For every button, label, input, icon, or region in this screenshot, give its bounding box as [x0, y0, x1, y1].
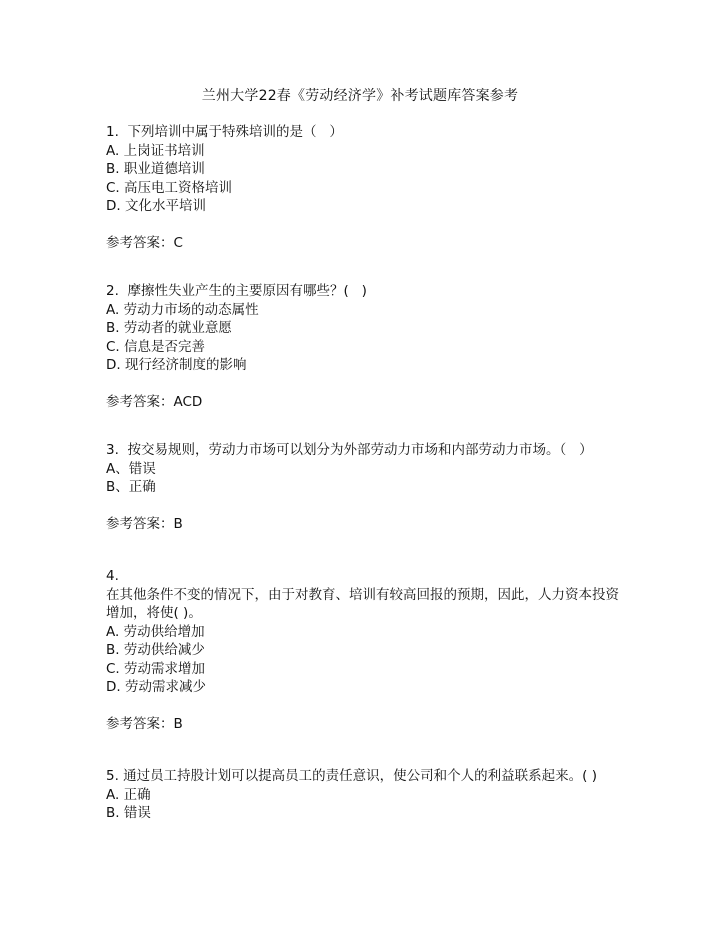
option-a: A. 劳动力市场的动态属性 — [106, 301, 259, 318]
option-a: A. 上岗证书培训 — [106, 142, 205, 159]
option-c: C. 劳动需求增加 — [106, 660, 206, 677]
spacer — [106, 733, 626, 767]
question-3 — [106, 441, 626, 533]
question-5 — [106, 767, 626, 823]
question-1 — [106, 123, 626, 252]
reference-answer: 参考答案：B — [106, 715, 183, 732]
option-c: C. 高压电工资格培训 — [106, 179, 233, 196]
option-b: B. 劳动者的就业意愿 — [106, 320, 232, 336]
option-b: B. 劳动供给减少 — [106, 642, 205, 658]
spacer — [106, 252, 626, 282]
question-2 — [106, 282, 626, 411]
question-stem: 5. 通过员工持股计划可以提高员工的责任意识，使公司和个人的利益联系起来。( ) — [106, 768, 597, 784]
question-stem: 1. 下列培训中属于特殊培训的是（ ） — [106, 124, 343, 140]
question-list — [106, 123, 626, 823]
spacer — [106, 411, 626, 441]
option-b: B、正确 — [106, 479, 156, 495]
document-title: 兰州大学22春《劳动经济学》补考试题库答案参考 — [201, 88, 519, 104]
spacer — [106, 533, 626, 567]
question-stem: 3. 按交易规则，劳动力市场可以划分为外部劳动力市场和内部劳动力市场。（ ） — [106, 442, 593, 458]
option-a: A. 劳动供给增加 — [106, 623, 205, 640]
option-a: A. 正确 — [106, 786, 151, 803]
option-d: D. 现行经济制度的影响 — [106, 357, 247, 373]
question-stem: 在其他条件不变的情况下，由于对教育、培训有较高回报的预期，因此，人力资本投资增加，将使( )。 — [106, 586, 619, 621]
reference-answer: 参考答案：B — [106, 515, 183, 532]
question-4 — [106, 567, 626, 733]
question-number: 4. — [106, 568, 119, 584]
question-stem: 2. 摩擦性失业产生的主要原因有哪些？( ) — [106, 283, 367, 299]
option-d: D. 劳动需求减少 — [106, 679, 206, 695]
option-a: A、错误 — [106, 460, 156, 477]
option-d: D. 文化水平培训 — [106, 198, 206, 214]
option-b: B. 错误 — [106, 805, 151, 821]
option-c: C. 信息是否完善 — [106, 338, 206, 355]
reference-answer: 参考答案：C — [106, 234, 183, 251]
reference-answer: 参考答案：ACD — [106, 393, 203, 410]
option-b: B. 职业道德培训 — [106, 161, 205, 177]
